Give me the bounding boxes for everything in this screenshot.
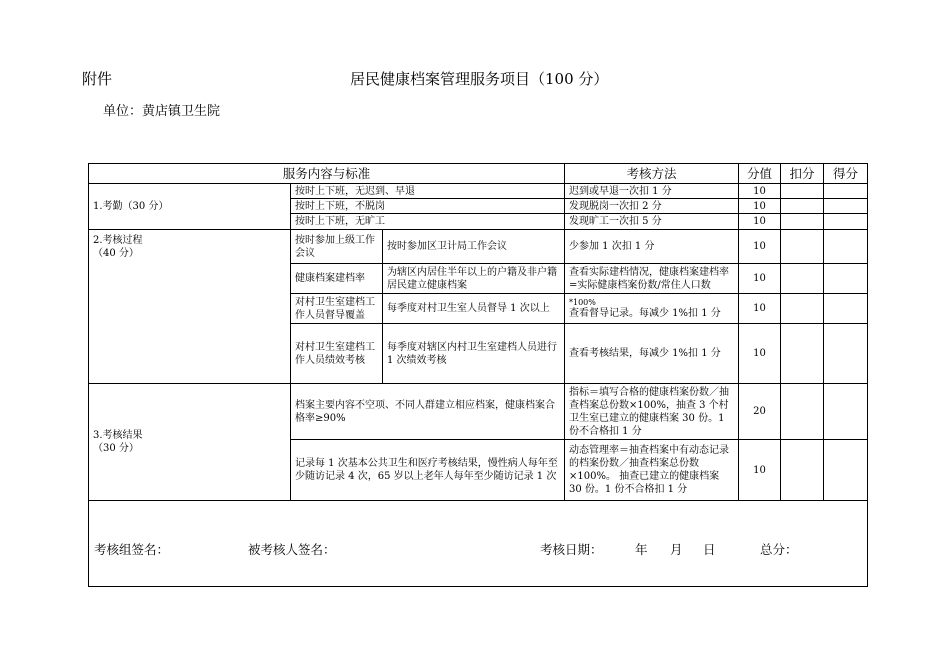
- section2-row1-content: 按时参加区卫计局工作会议: [383, 230, 565, 264]
- section2-row2-content: 为辖区内居住半年以上的户籍及非户籍居民建立健康档案: [383, 264, 565, 294]
- section1-row3-score: 10: [739, 214, 781, 230]
- section2-row2-item: 健康档案建档率: [291, 264, 383, 294]
- deduct-cell[interactable]: [781, 230, 824, 264]
- section3-row1-content: 档案主要内容不空项、不同人群建立相应档案，健康档案合格率≥90%: [291, 384, 565, 440]
- get-cell[interactable]: [824, 384, 868, 440]
- section2-row2-method: 查看实际建档情况，健康档案建档率=实际健康档案份数/常住人口数: [565, 264, 739, 294]
- section2-row1-item: 按时参加上级工作会议: [291, 230, 383, 264]
- section2-label-line1: 2.考核过程: [93, 235, 143, 246]
- section3-row1-score: 20: [739, 384, 781, 440]
- section2-row3-method-cell: [565, 294, 739, 324]
- header-content: 服务内容与标准: [89, 164, 565, 184]
- deduct-cell[interactable]: [781, 199, 824, 214]
- section1-row1-content: 按时上下班，无迟到、早退: [291, 184, 565, 199]
- deduct-cell[interactable]: [781, 440, 824, 501]
- deduct-cell[interactable]: [781, 264, 824, 294]
- section3-row1-method: 指标＝填写合格的健康档案份数／抽查档案总份数×100%，抽查 3 个村卫生室已建立的健康档案 30 份。1 份不合格扣 1 分: [565, 384, 739, 440]
- header-deduct: 扣分: [781, 164, 824, 184]
- get-cell[interactable]: [824, 199, 868, 214]
- section3-label-line1: 3.考核结果: [93, 430, 143, 441]
- group-signature-label: 考核组签名：: [94, 542, 170, 557]
- section1-row1-method: 迟到或早退一次扣 1 分: [565, 184, 739, 199]
- section2-row4-method: 查看考核结果，每减少 1%扣 1 分: [565, 324, 739, 384]
- section1-row3-content: 按时上下班，无旷工: [291, 214, 565, 230]
- examinee-signature-label: 被考核人签名：: [248, 542, 336, 557]
- header-score: 分值: [739, 164, 781, 184]
- signature-cell: [89, 501, 868, 587]
- unit-label: 单位：黄店镇卫生院: [103, 104, 221, 119]
- get-cell[interactable]: [824, 440, 868, 501]
- section3-label: [89, 384, 291, 501]
- section2-label: [89, 230, 291, 384]
- page-title: 居民健康档案管理服务项目（100 分）: [350, 70, 609, 88]
- section3-row2-method: 动态管理率＝抽查档案中有动态记录的档案份数／抽查档案总份数×100%。 抽查已建立的健康档案 30 份。1 份不合格扣 1 分: [565, 440, 739, 501]
- section3-label-line2: （30 分）: [93, 443, 139, 454]
- table-row: [89, 384, 868, 440]
- section2-label-line2: （40 分）: [93, 248, 139, 259]
- section2-row3-method-note: *100%: [569, 297, 596, 307]
- date-day-label: 日: [703, 542, 716, 557]
- section2-row3-score: 10: [739, 294, 781, 324]
- deduct-cell[interactable]: [781, 184, 824, 199]
- section1-row2-content: 按时上下班，不脱岗: [291, 199, 565, 214]
- section2-row3-method: 查看督导记录。每减少 1%扣 1 分: [569, 307, 721, 319]
- get-cell[interactable]: [824, 214, 868, 230]
- date-label: 考核日期：: [540, 542, 603, 557]
- section1-label: 1.考勤（30 分）: [89, 184, 291, 230]
- deduct-cell[interactable]: [781, 324, 824, 384]
- assessment-table: [88, 163, 868, 587]
- deduct-cell[interactable]: [781, 214, 824, 230]
- signature-row: [89, 501, 868, 587]
- date-year-label: 年: [635, 542, 648, 557]
- section2-row4-content: 每季度对辖区内村卫生室建档人员进行 1 次绩效考核: [383, 324, 565, 384]
- get-cell[interactable]: [824, 294, 868, 324]
- header-get: 得分: [824, 164, 868, 184]
- get-cell[interactable]: [824, 230, 868, 264]
- section2-row3-item: 对村卫生室建档工作人员督导覆盖: [291, 294, 383, 324]
- deduct-cell[interactable]: [781, 294, 824, 324]
- section2-row4-score: 10: [739, 324, 781, 384]
- header-method: 考核方法: [565, 164, 739, 184]
- get-cell[interactable]: [824, 264, 868, 294]
- section2-row1-score: 10: [739, 230, 781, 264]
- section3-row2-content: 记录每 1 次基本公共卫生和医疗考核结果，慢性病人每年至少随访记录 4 次，65 岁以上老年人每年至少随访记录 1 次: [291, 440, 565, 501]
- table-row: [89, 230, 868, 264]
- section1-row1-score: 10: [739, 184, 781, 199]
- total-score-label: 总分：: [760, 542, 798, 557]
- section2-row3-content: 每季度对村卫生室人员督导 1 次以上: [383, 294, 565, 324]
- date-month-label: 月: [670, 542, 683, 557]
- section2-row4-item: 对村卫生室建档工作人员绩效考核: [291, 324, 383, 384]
- deduct-cell[interactable]: [781, 384, 824, 440]
- section2-row2-score: 10: [739, 264, 781, 294]
- attachment-label: 附件: [82, 70, 113, 88]
- section1-row3-method: 发现旷工一次扣 5 分: [565, 214, 739, 230]
- section3-row2-score: 10: [739, 440, 781, 501]
- section2-row1-method: 少参加 1 次扣 1 分: [565, 230, 739, 264]
- get-cell[interactable]: [824, 184, 868, 199]
- section1-row2-score: 10: [739, 199, 781, 214]
- table-row: [89, 184, 868, 199]
- section1-row2-method: 发现脱岗一次扣 2 分: [565, 199, 739, 214]
- table-header-row: [89, 164, 868, 184]
- get-cell[interactable]: [824, 324, 868, 384]
